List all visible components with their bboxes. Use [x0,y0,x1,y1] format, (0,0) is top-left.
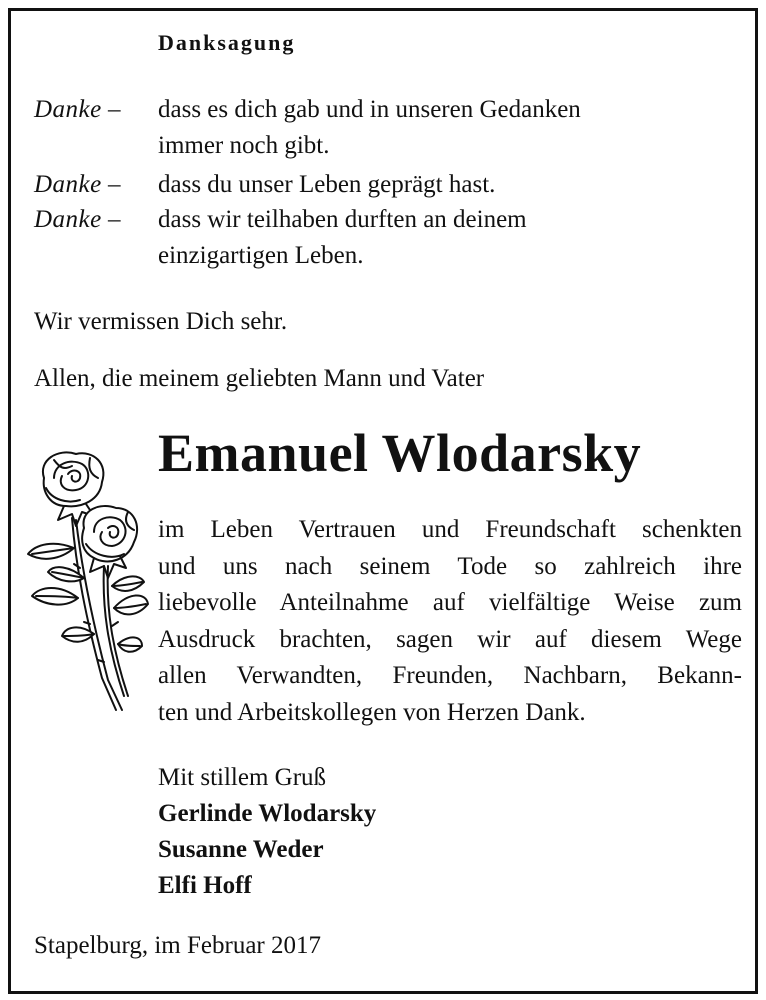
thanks-label-1 [34,92,121,128]
signatory: Elfi Hoff [158,872,252,899]
paragraph-line: ten und Arbeitskollegen von Herzen Dank. [158,698,586,726]
thanks-label-3 [34,202,121,238]
deceased-name: Emanuel Wlodarsky [158,423,642,483]
greeting: Mit stillem Gruß [158,764,327,791]
paragraph-line: und uns nach seinem Tode so zahlreich ihre [158,552,742,580]
dash: – [108,206,121,233]
paragraph-line: liebevolle Anteilnahme auf vielfältige Weise zum [158,589,742,616]
place-date: Stapelburg, im Februar 2017 [34,932,321,959]
heading: Danksagung [158,30,296,55]
dash: – [108,96,121,123]
rose-icon [24,448,150,718]
dash: – [108,171,121,198]
thanks-line: immer noch gibt. [158,132,330,159]
danke-word: Danke [34,206,102,233]
signatory: Gerlinde Wlodarsky [158,800,377,827]
thanks-line: einzigartigen Leben. [158,242,364,269]
paragraph-line: Ausdruck brachten, sagen wir auf diesem Wege [158,625,742,653]
intro-text: Allen, die meinem geliebten Mann und Vater [34,365,485,392]
paragraph-line: im Leben Vertrauen und Freundschaft schenkten [158,516,742,543]
signatory: Susanne Weder [158,836,324,863]
thanks-line: dass wir teilhaben durften an deinem [158,206,527,233]
danke-word: Danke [34,171,102,198]
thanks-line: dass es dich gab und in unseren Gedanken [158,96,581,123]
danke-word: Danke [34,96,102,123]
thanks-line: dass du unser Leben geprägt hast. [158,171,496,198]
paragraph-line: allen Verwandten, Freunden, Nachbarn, Bekann- [158,662,742,689]
miss-text: Wir vermissen Dich sehr. [34,308,288,335]
thanks-label-2 [34,167,121,203]
thanks-paragraph [158,512,742,731]
